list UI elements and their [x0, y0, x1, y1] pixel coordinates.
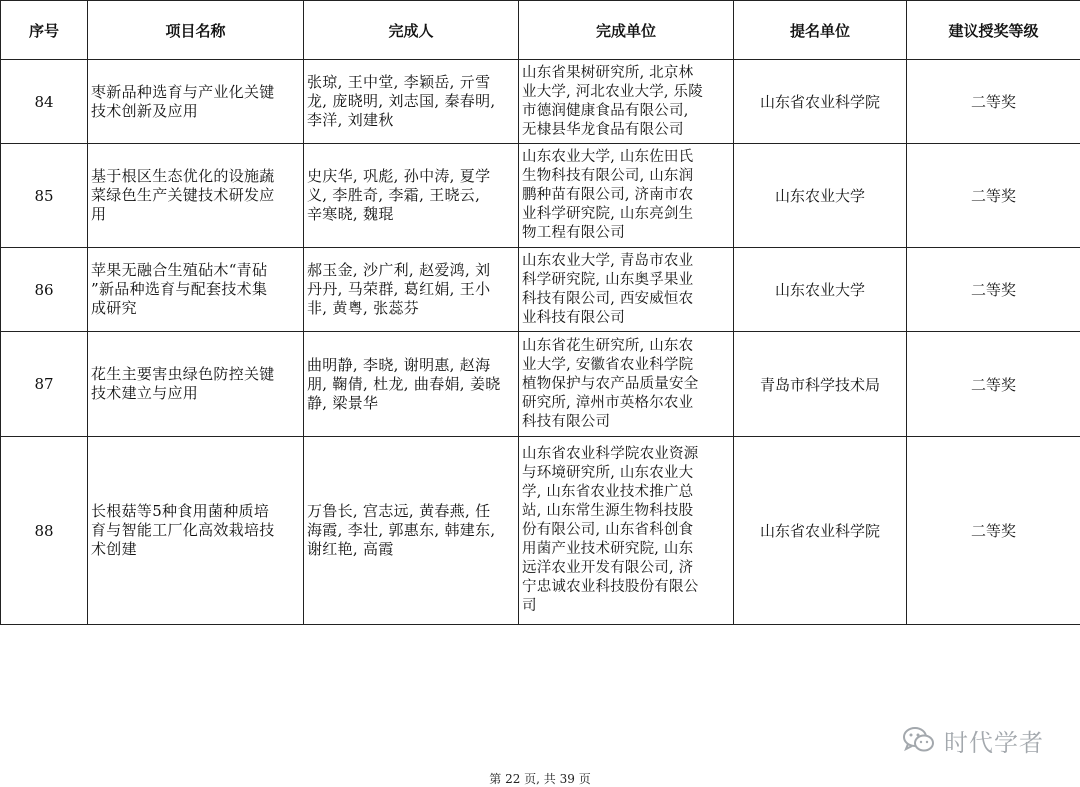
cell-line: 成研究 — [91, 299, 300, 318]
nominator-cell: 山东农业大学 — [734, 248, 907, 332]
cell-line: 市德润健康食品有限公司, — [522, 102, 730, 121]
cell-line: 山东农业大学, 青岛市农业 — [522, 252, 730, 271]
cell-line: 鹏种苗有限公司, 济南市农 — [522, 186, 730, 205]
cell-line: 业科学研究院, 山东亮剑生 — [522, 205, 730, 224]
cell-line: 业大学, 安徽省农业科学院 — [522, 356, 730, 375]
seq-cell: 86 — [1, 248, 88, 332]
units-cell — [519, 144, 734, 248]
cell-line: 育与智能工厂化高效栽培技 — [91, 521, 300, 540]
project-name-cell — [88, 332, 304, 437]
watermark — [902, 720, 1072, 760]
table-header-row — [1, 1, 1080, 60]
cell-line: 龙, 庞晓明, 刘志国, 秦春明, — [307, 92, 515, 111]
cell-line: 万鲁长, 宫志远, 黄春燕, 任 — [307, 502, 515, 521]
completers-cell — [304, 60, 519, 144]
header-project: 项目名称 — [88, 1, 304, 60]
seq-cell: 84 — [1, 60, 88, 144]
cell-line: 与环境研究所, 山东农业大 — [522, 464, 730, 483]
cell-line: ”新品种选育与配套技术集 — [91, 280, 300, 299]
cell-line: 山东省果树研究所, 北京林 — [522, 64, 730, 83]
completers-cell — [304, 144, 519, 248]
cell-line: 用 — [91, 205, 300, 224]
cell-line: 苹果无融合生殖砧木“青砧 — [91, 261, 300, 280]
cell-line: 学, 山东省农业技术推广总 — [522, 483, 730, 502]
table-row — [1, 144, 1080, 248]
table-row — [1, 60, 1080, 144]
units-cell — [519, 332, 734, 437]
grade-cell: 二等奖 — [907, 144, 1080, 248]
nominator-cell: 山东省农业科学院 — [734, 437, 907, 625]
header-nominator: 提名单位 — [734, 1, 907, 60]
cell-line: 技术建立与应用 — [91, 384, 300, 403]
nominator-cell: 青岛市科学技术局 — [734, 332, 907, 437]
cell-line: 山东农业大学, 山东佐田氏 — [522, 148, 730, 167]
cell-line: 海霞, 李壮, 郭惠东, 韩建东, — [307, 521, 515, 540]
cell-line: 宁忠诚农业科技股份有限公 — [522, 578, 730, 597]
completers-cell — [304, 437, 519, 625]
cell-line: 研究所, 漳州市英格尔农业 — [522, 394, 730, 413]
grade-cell: 二等奖 — [907, 437, 1080, 625]
cell-line: 菜绿色生产关键技术研发应 — [91, 186, 300, 205]
table-row — [1, 332, 1080, 437]
units-cell — [519, 437, 734, 625]
grade-cell: 二等奖 — [907, 60, 1080, 144]
cell-line: 张琼, 王中堂, 李颖岳, 亓雪 — [307, 73, 515, 92]
project-name-cell — [88, 60, 304, 144]
watermark-text: 时代学者 — [944, 723, 1044, 758]
project-name-cell — [88, 437, 304, 625]
seq-cell: 87 — [1, 332, 88, 437]
cell-line: 义, 李胜奇, 李霜, 王晓云, — [307, 186, 515, 205]
cell-line: 生物科技有限公司, 山东润 — [522, 167, 730, 186]
cell-line: 站, 山东常生源生物科技股 — [522, 502, 730, 521]
cell-line: 花生主要害虫绿色防控关键 — [91, 365, 300, 384]
cell-line: 枣新品种选育与产业化关键 — [91, 83, 300, 102]
cell-line: 丹丹, 马荣群, 葛红娟, 王小 — [307, 280, 515, 299]
cell-line: 谢红艳, 高霞 — [307, 540, 515, 559]
completers-cell — [304, 332, 519, 437]
units-cell — [519, 60, 734, 144]
seq-cell: 88 — [1, 437, 88, 625]
cell-line: 朋, 鞠倩, 杜龙, 曲春娟, 姜晓 — [307, 375, 515, 394]
header-completers: 完成人 — [304, 1, 519, 60]
header-grade: 建议授奖等级 — [907, 1, 1080, 60]
nominator-cell: 山东农业大学 — [734, 144, 907, 248]
header-seq: 序号 — [1, 1, 88, 60]
cell-line: 物工程有限公司 — [522, 224, 730, 243]
cell-line: 远洋农业开发有限公司, 济 — [522, 559, 730, 578]
cell-line: 郝玉金, 沙广利, 赵爱鸿, 刘 — [307, 261, 515, 280]
cell-line: 李洋, 刘建秋 — [307, 111, 515, 130]
cell-line: 无棣县华龙食品有限公司 — [522, 121, 730, 140]
cell-line: 科技有限公司 — [522, 413, 730, 432]
cell-line: 史庆华, 巩彪, 孙中涛, 夏学 — [307, 167, 515, 186]
cell-line: 基于根区生态优化的设施蔬 — [91, 167, 300, 186]
grade-cell: 二等奖 — [907, 332, 1080, 437]
completers-cell — [304, 248, 519, 332]
table-body — [1, 60, 1080, 625]
project-name-cell — [88, 248, 304, 332]
cell-line: 业大学, 河北农业大学, 乐陵 — [522, 83, 730, 102]
table-row — [1, 248, 1080, 332]
seq-cell: 85 — [1, 144, 88, 248]
cell-line: 植物保护与农产品质量安全 — [522, 375, 730, 394]
nominator-cell: 山东省农业科学院 — [734, 60, 907, 144]
cell-line: 用菌产业技术研究院, 山东 — [522, 540, 730, 559]
cell-line: 静, 梁景华 — [307, 394, 515, 413]
cell-line: 山东省花生研究所, 山东农 — [522, 337, 730, 356]
header-units: 完成单位 — [519, 1, 734, 60]
grade-cell: 二等奖 — [907, 248, 1080, 332]
cell-line: 山东省农业科学院农业资源 — [522, 445, 730, 464]
cell-line: 科学研究院, 山东奥孚果业 — [522, 271, 730, 290]
cell-line: 科技有限公司, 西安威恒农 — [522, 290, 730, 309]
cell-line: 术创建 — [91, 540, 300, 559]
cell-line: 份有限公司, 山东省科创食 — [522, 521, 730, 540]
wechat-icon — [902, 725, 936, 755]
cell-line: 长根菇等5种食用菌种质培 — [91, 502, 300, 521]
units-cell — [519, 248, 734, 332]
cell-line: 非, 黄粤, 张蕊芬 — [307, 299, 515, 318]
cell-line: 辛寒晓, 魏琨 — [307, 205, 515, 224]
page-footer: 第 22 页, 共 39 页 — [0, 770, 1080, 787]
project-name-cell — [88, 144, 304, 248]
cell-line: 司 — [522, 597, 730, 616]
cell-line: 业科技有限公司 — [522, 309, 730, 328]
cell-line: 技术创新及应用 — [91, 102, 300, 121]
cell-line: 曲明静, 李晓, 谢明惠, 赵海 — [307, 356, 515, 375]
table-row — [1, 437, 1080, 625]
